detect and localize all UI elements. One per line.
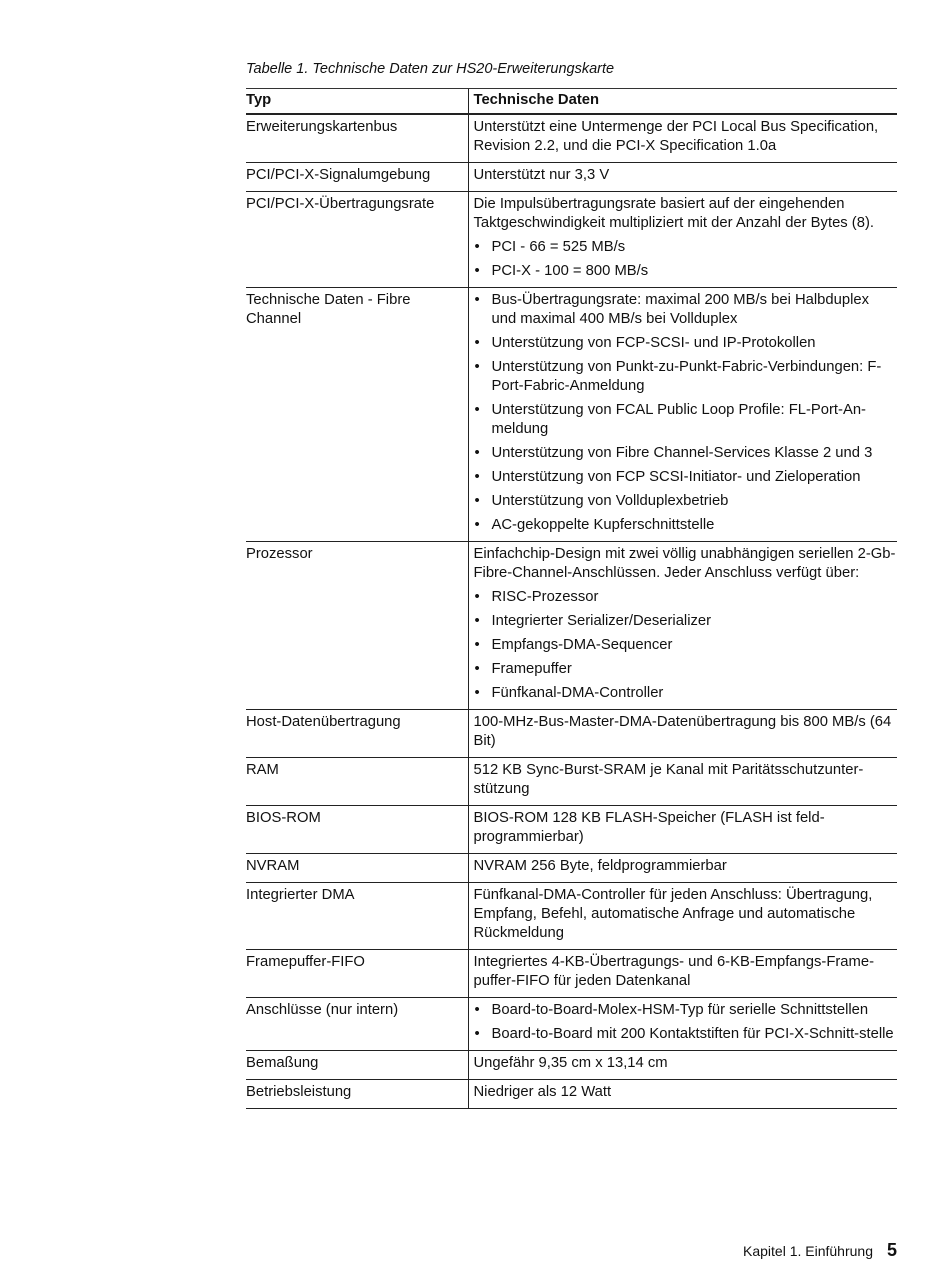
row-data: [468, 950, 897, 998]
row-text: Integriertes 4-KB-Übertragungs- und 6-KB-Empfangs-Frame-puffer-FIFO für jeden Datenkanal: [473, 954, 874, 989]
row-type: RAM: [246, 758, 468, 806]
row-type: BIOS-ROM: [246, 806, 468, 854]
row-data: [468, 854, 897, 883]
row-text: Einfachchip-Design mit zwei völlig unabhängigen seriellen 2-Gb-Fibre-Channel-Anschlüssen. Jeder Anschluss verfügt über:: [473, 546, 896, 581]
bullet-list: [474, 588, 898, 703]
page-number: 5: [886, 1240, 897, 1260]
table-row: [246, 883, 897, 950]
bullet-item: • Board-to-Board mit 200 Kontaktstiften für PCI-X-Schnitt-stelle: [474, 1025, 898, 1044]
bullet-item: • Unterstützung von Punkt-zu-Punkt-Fabric-Verbindungen: F-Port-Fabric-Anmeldung: [474, 358, 898, 396]
bullet-item: • Unterstützung von FCP-SCSI- und IP-Protokollen: [474, 334, 898, 353]
row-type: Erweiterungskartenbus: [246, 114, 468, 163]
row-data: [468, 288, 897, 542]
bullet-list: [474, 1001, 898, 1044]
specs-table: [246, 88, 897, 1109]
row-data: [468, 806, 897, 854]
row-data: [468, 542, 897, 710]
row-data: [468, 883, 897, 950]
bullet-item: • Unterstützung von FCAL Public Loop Profile: FL-Port-An-meldung: [474, 401, 898, 439]
bullet-item: • Fünfkanal-DMA-Controller: [474, 684, 898, 703]
bullet-item: • AC-gekoppelte Kupferschnittstelle: [474, 516, 898, 535]
bullet-item: • Bus-Übertragungsrate: maximal 200 MB/s bei Halbduplex und maximal 400 MB/s bei Vollduplex: [474, 291, 898, 329]
row-text: NVRAM 256 Byte, feldprogrammierbar: [473, 858, 727, 874]
row-type: Prozessor: [246, 542, 468, 710]
header-type: Typ: [246, 89, 468, 115]
row-type: Bemaßung: [246, 1051, 468, 1080]
row-text: Niedriger als 12 Watt: [473, 1084, 612, 1100]
row-text: Ungefähr 9,35 cm x 13,14 cm: [473, 1055, 668, 1071]
bullet-item: • Unterstützung von FCP SCSI-Initiator- und Zieloperation: [474, 468, 898, 487]
table-row: [246, 1080, 897, 1109]
table-row: [246, 854, 897, 883]
bullet-item: • Unterstützung von Vollduplexbetrieb: [474, 492, 898, 511]
bullet-item: • Integrierter Serializer/Deserializer: [474, 612, 898, 631]
row-text: Unterstützt eine Untermenge der PCI Local Bus Specification, Revision 2.2, und die PCI-X Specification 1.0a: [473, 119, 879, 154]
table-row: [246, 758, 897, 806]
row-text: Fünfkanal-DMA-Controller für jeden Anschluss: Übertragung, Empfang, Befehl, automatische Anfrage und automatische Rückmeldung: [473, 887, 873, 941]
row-data: [468, 114, 897, 163]
table-row: [246, 114, 897, 163]
row-type: PCI/PCI-X-Signalumgebung: [246, 163, 468, 192]
table-row: [246, 806, 897, 854]
row-type: Betriebsleistung: [246, 1080, 468, 1109]
bullet-item: • PCI - 66 = 525 MB/s: [474, 238, 898, 257]
row-data: [468, 998, 897, 1051]
header-data: Technische Daten: [468, 89, 897, 115]
row-data: [468, 163, 897, 192]
bullet-item: • Board-to-Board-Molex-HSM-Typ für serielle Schnittstellen: [474, 1001, 898, 1020]
table-body: [246, 114, 897, 1109]
table-header-row: [246, 89, 897, 115]
bullet-item: • Empfangs-DMA-Sequencer: [474, 636, 898, 655]
table-row: [246, 950, 897, 998]
bullet-list: [474, 291, 898, 535]
bullet-item: • RISC-Prozessor: [474, 588, 898, 607]
row-data: [468, 192, 897, 288]
bullet-item: • Unterstützung von Fibre Channel-Services Klasse 2 und 3: [474, 444, 898, 463]
table-row: [246, 542, 897, 710]
row-type: Host-Datenübertragung: [246, 710, 468, 758]
chapter-label: Kapitel 1. Einführung: [743, 1243, 873, 1259]
row-type: PCI/PCI-X-Übertragungsrate: [246, 192, 468, 288]
table-row: [246, 163, 897, 192]
row-type: Technische Daten - Fibre Channel: [246, 288, 468, 542]
row-type: NVRAM: [246, 854, 468, 883]
row-data: [468, 710, 897, 758]
row-text: 512 KB Sync-Burst-SRAM je Kanal mit Paritätsschutzunter-stützung: [473, 762, 864, 797]
row-text: Unterstützt nur 3,3 V: [473, 167, 610, 183]
table-row: [246, 1051, 897, 1080]
row-text: Die Impulsübertragungsrate basiert auf der eingehenden Taktgeschwindigkeit multipliziert mit der Anzahl der Bytes (8).: [473, 196, 874, 231]
row-text: BIOS-ROM 128 KB FLASH-Speicher (FLASH ist feld-programmierbar): [473, 810, 825, 845]
table-caption: Tabelle 1. Technische Daten zur HS20-Erweiterungskarte: [246, 61, 615, 77]
table-row: [246, 192, 897, 288]
row-type: Framepuffer-FIFO: [246, 950, 468, 998]
row-type: Integrierter DMA: [246, 883, 468, 950]
row-data: [468, 758, 897, 806]
row-data: [468, 1080, 897, 1109]
row-type: Anschlüsse (nur intern): [246, 998, 468, 1051]
table-row: [246, 710, 897, 758]
table-row: [246, 288, 897, 542]
bullet-item: • Framepuffer: [474, 660, 898, 679]
row-data: [468, 1051, 897, 1080]
bullet-item: • PCI-X - 100 = 800 MB/s: [474, 262, 898, 281]
bullet-list: [474, 238, 898, 281]
page-footer: [743, 1240, 897, 1261]
row-text: 100-MHz-Bus-Master-DMA-Datenübertragung bis 800 MB/s (64 Bit): [473, 714, 892, 749]
table-row: [246, 998, 897, 1051]
